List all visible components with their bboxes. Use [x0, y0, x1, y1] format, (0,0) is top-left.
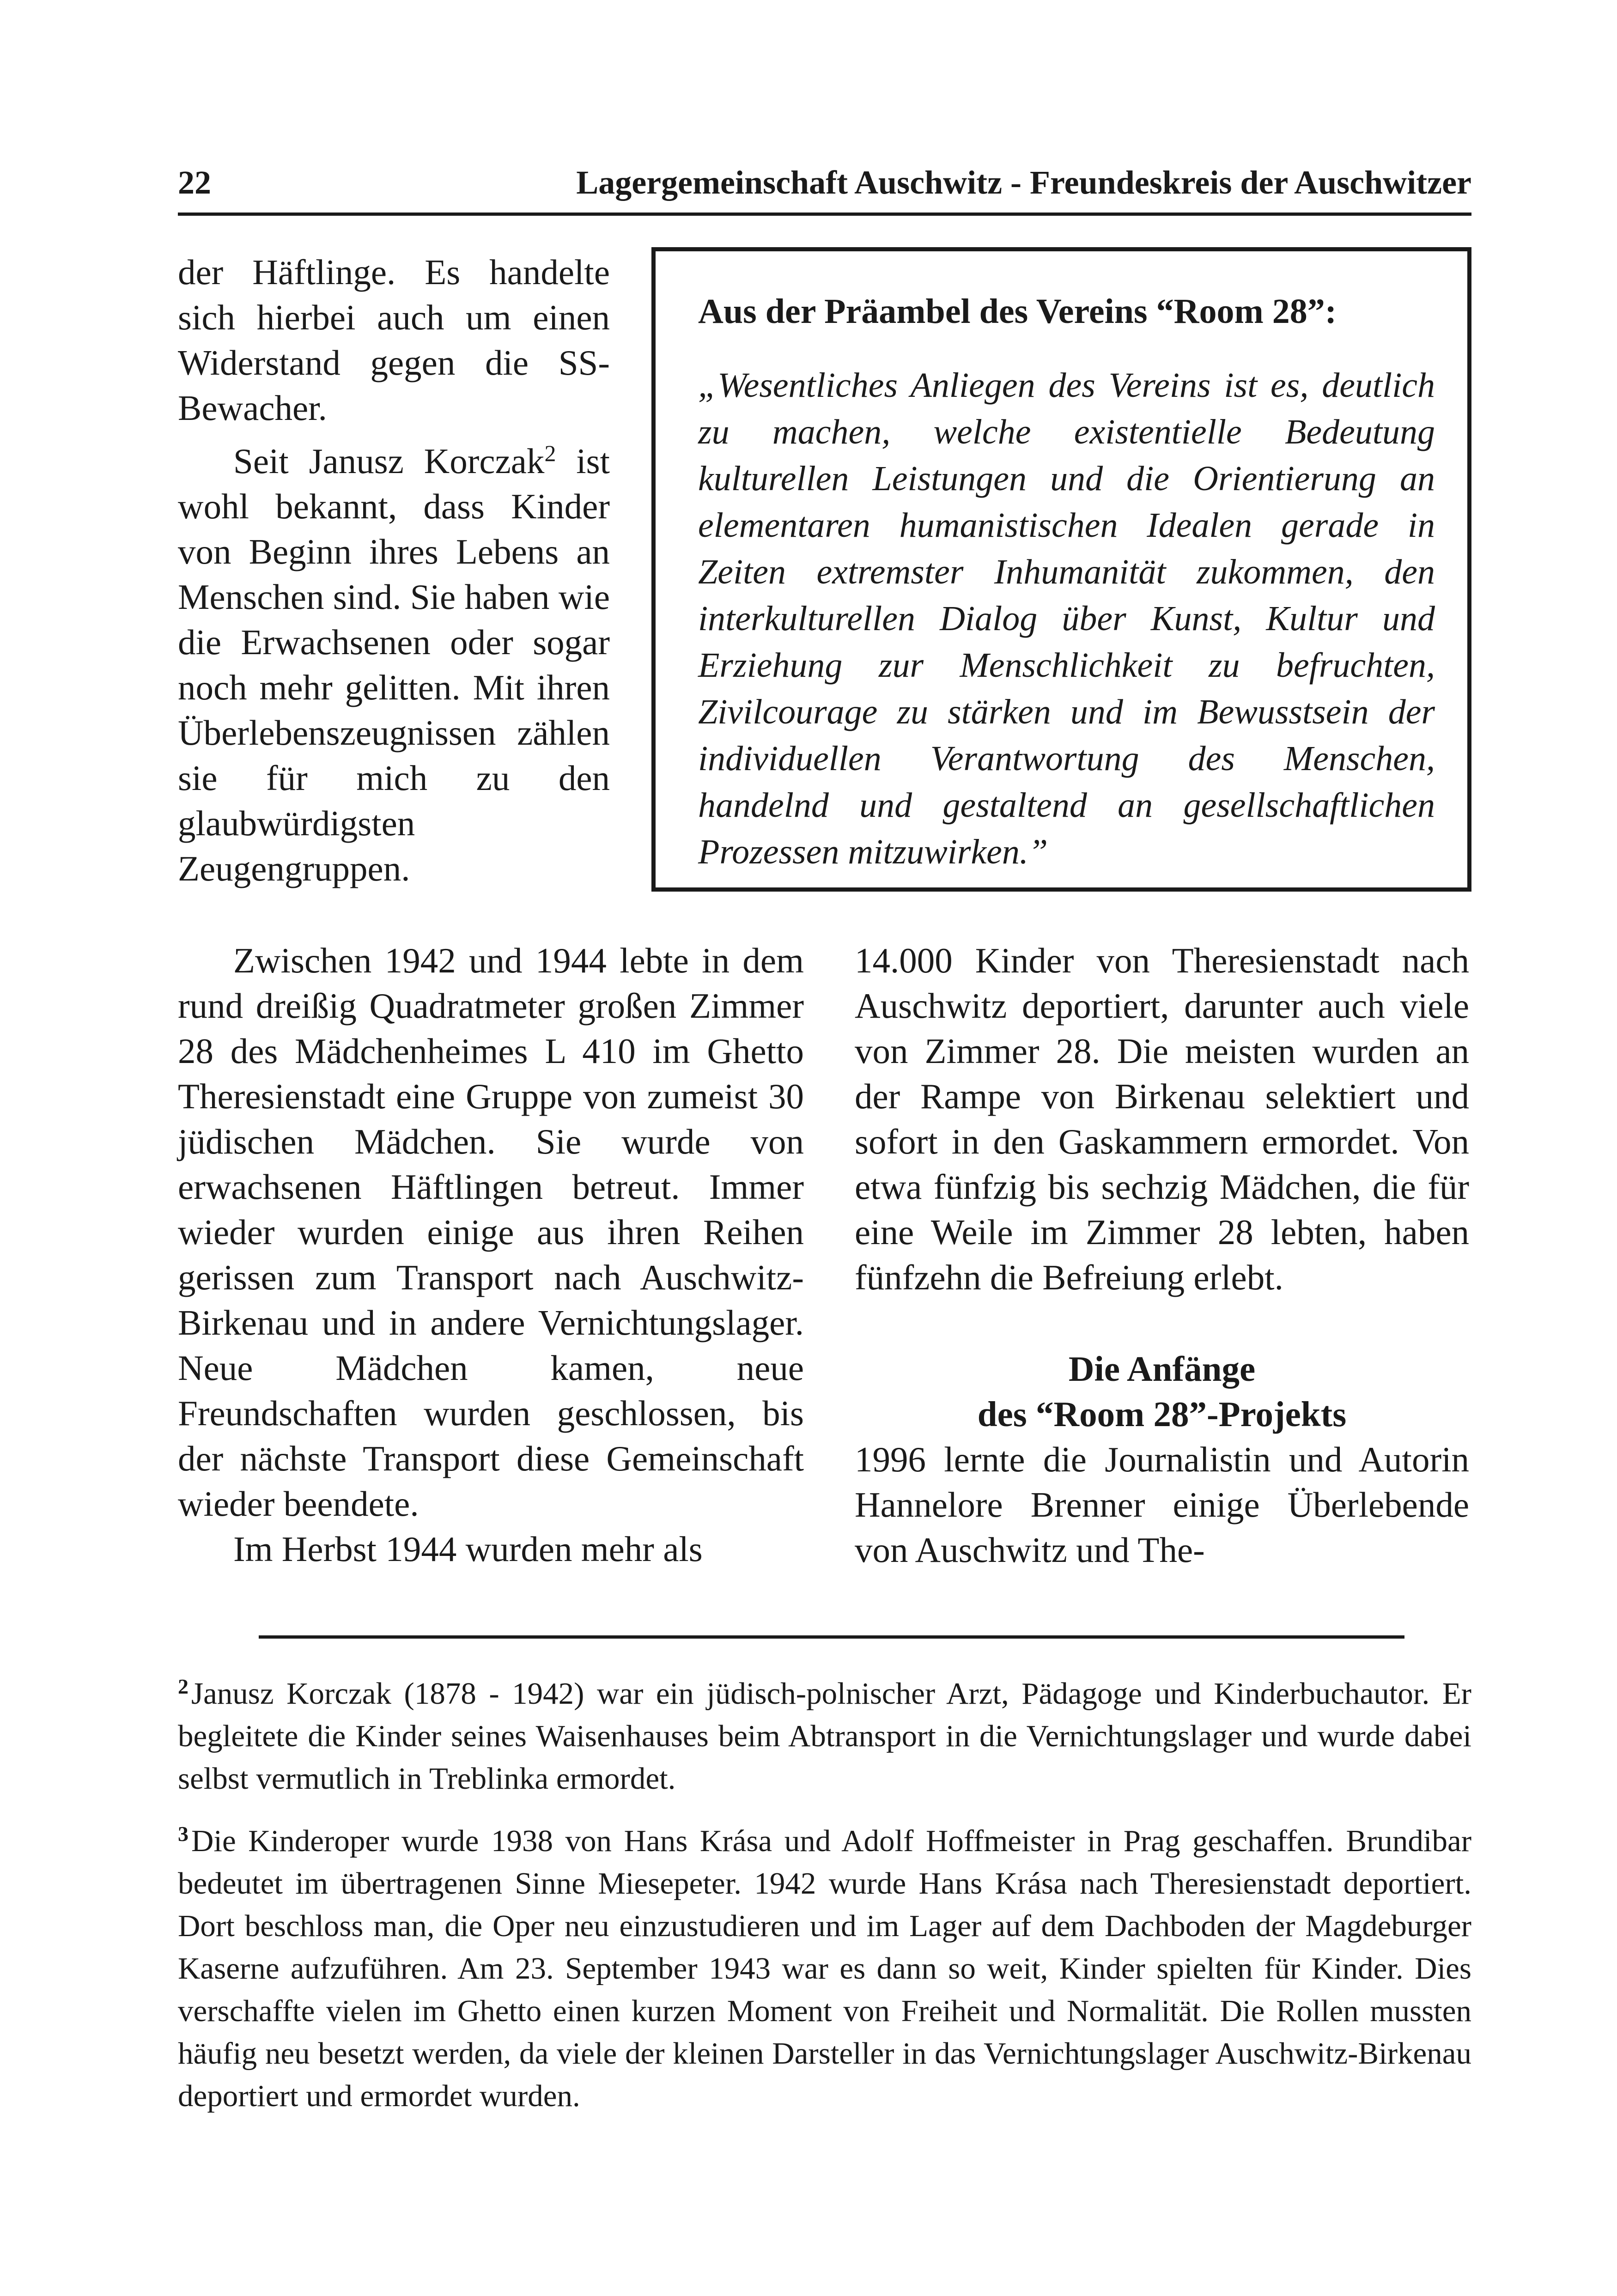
column-right: [855, 938, 1469, 1573]
preamble-title: Aus der Präambel des Vereins “Room 28”:: [698, 292, 1337, 331]
paragraph: 1996 lernte die Journalistin und Autorin Hannelore Brenner einige Überlebende von Auschwitz und The-: [855, 1440, 1469, 1570]
paragraph: der Häftlinge. Es handelte sich hierbei auch um einen Widerstand gegen die SS-Bewacher.: [178, 252, 610, 428]
footnotes: [178, 1665, 1471, 2130]
running-title: Lagergemeinschaft Auschwitz - Freundeskreis der Auschwitzer: [576, 164, 1471, 201]
column-left-bottom: [178, 938, 804, 1572]
preamble-quote: „Wesentliches Anliegen des Vereins ist es, deutlich zu machen, welche existentielle Bedeutung kulturellen Leistungen und die Orientierung an elementaren humanistischen Idealen gerade in Zeiten extremster Inhumanität zukommen, den interkulturellen Dialog über Kunst, Kultur und Erziehung zur Menschlichkeit zu befruchten, Zivilcourage zu stärken und im Bewusstsein der individuellen Verantwortung des Menschen, handelnd und gestaltend an gesellschaftlichen Prozessen mitzuwirken.”: [698, 366, 1435, 871]
footnote-divider: [259, 1635, 1404, 1639]
paragraph-text: Seit Janusz Korczak: [233, 441, 545, 481]
footnote: [178, 1813, 1471, 2117]
paragraph: 14.000 Kinder von Theresienstadt nach Auschwitz deportiert, darunter auch viele von Zimmer 28. Die meisten wurden an der Rampe von Birkenau selektiert und sofort in den Gaskammern ermordet. Von etwa fünfzig bis sechzig Mädchen, die für eine Weile im Zimmer 28 lebten, haben fünfzehn die Befreiung erlebt.: [855, 941, 1469, 1297]
footnote-number: 2: [178, 1675, 188, 1698]
footnote-ref: 2: [544, 440, 556, 466]
section-heading-line: des “Room 28”-Projekts: [977, 1394, 1347, 1434]
paragraph: Im Herbst 1944 wurden mehr als: [233, 1529, 703, 1569]
footnote-number: 3: [178, 1822, 188, 1846]
running-header: [178, 162, 1471, 216]
footnote: [178, 1665, 1471, 1800]
paragraph: Zwischen 1942 und 1944 lebte in dem rund dreißig Quadratmeter großen Zimmer 28 des Mädchenheimes L 410 im Ghetto Theresienstadt eine Gruppe von zumeist 30 jüdischen Mädchen. Sie wurde von erwachsenen Häftlingen betreut. Immer wieder wurden einige aus ihren Reihen gerissen zum Transport nach Auschwitz-Birkenau und in andere Vernichtungslager. Neue Mädchen kamen, neue Freundschaften wurden geschlossen, bis der nächste Transport diese Gemeinschaft wieder beendete.: [178, 941, 804, 1524]
paragraph: [178, 431, 610, 891]
footnote-text: Die Kinderoper wurde 1938 von Hans Krása und Adolf Hoffmeister in Prag geschaffen. Brundibar bedeutet im übertragenen Sinne Miesepeter. 1942 wurde Hans Krása nach Theresienstadt deportiert. Dort beschloss man, die Oper neu einzustudieren und im Lager auf dem Dachboden der Magdeburger Kaserne aufzuführen. Am 23. September 1943 war es dann so weit, Kinder spielten für Kinder. Dies verschaffte vielen im Ghetto einen kurzen Moment von Freiheit und Normalität. Die Rollen mussten häufig neu besetzt werden, da viele der kleinen Darsteller in das Vernichtungslager Auschwitz-Birkenau deportiert und ermordet wurden.: [178, 1824, 1471, 2113]
section-heading: [855, 1346, 1469, 1437]
footnote-text: Janusz Korczak (1878 - 1942) war ein jüdisch-polnischer Arzt, Pädagoge und Kinderbuchautor. Er begleitete die Kinder seines Waisenhauses beim Abtransport in die Vernichtungslager und wurde dabei selbst vermutlich in Treblinka ermordet.: [178, 1676, 1471, 1796]
column-left-top: [178, 249, 610, 891]
paragraph-text: ist wohl bekannt, dass Kinder von Beginn ihres Lebens an Menschen sind. Sie haben wie die Erwachsenen oder sogar noch mehr gelitten. Mit ihren Überlebenszeugnissen zählen sie für mich zu den glaubwürdigsten Zeugengruppen.: [178, 441, 610, 888]
section-heading-line: Die Anfänge: [1068, 1349, 1256, 1389]
page-number: 22: [178, 164, 211, 201]
preamble-box: [651, 247, 1471, 892]
